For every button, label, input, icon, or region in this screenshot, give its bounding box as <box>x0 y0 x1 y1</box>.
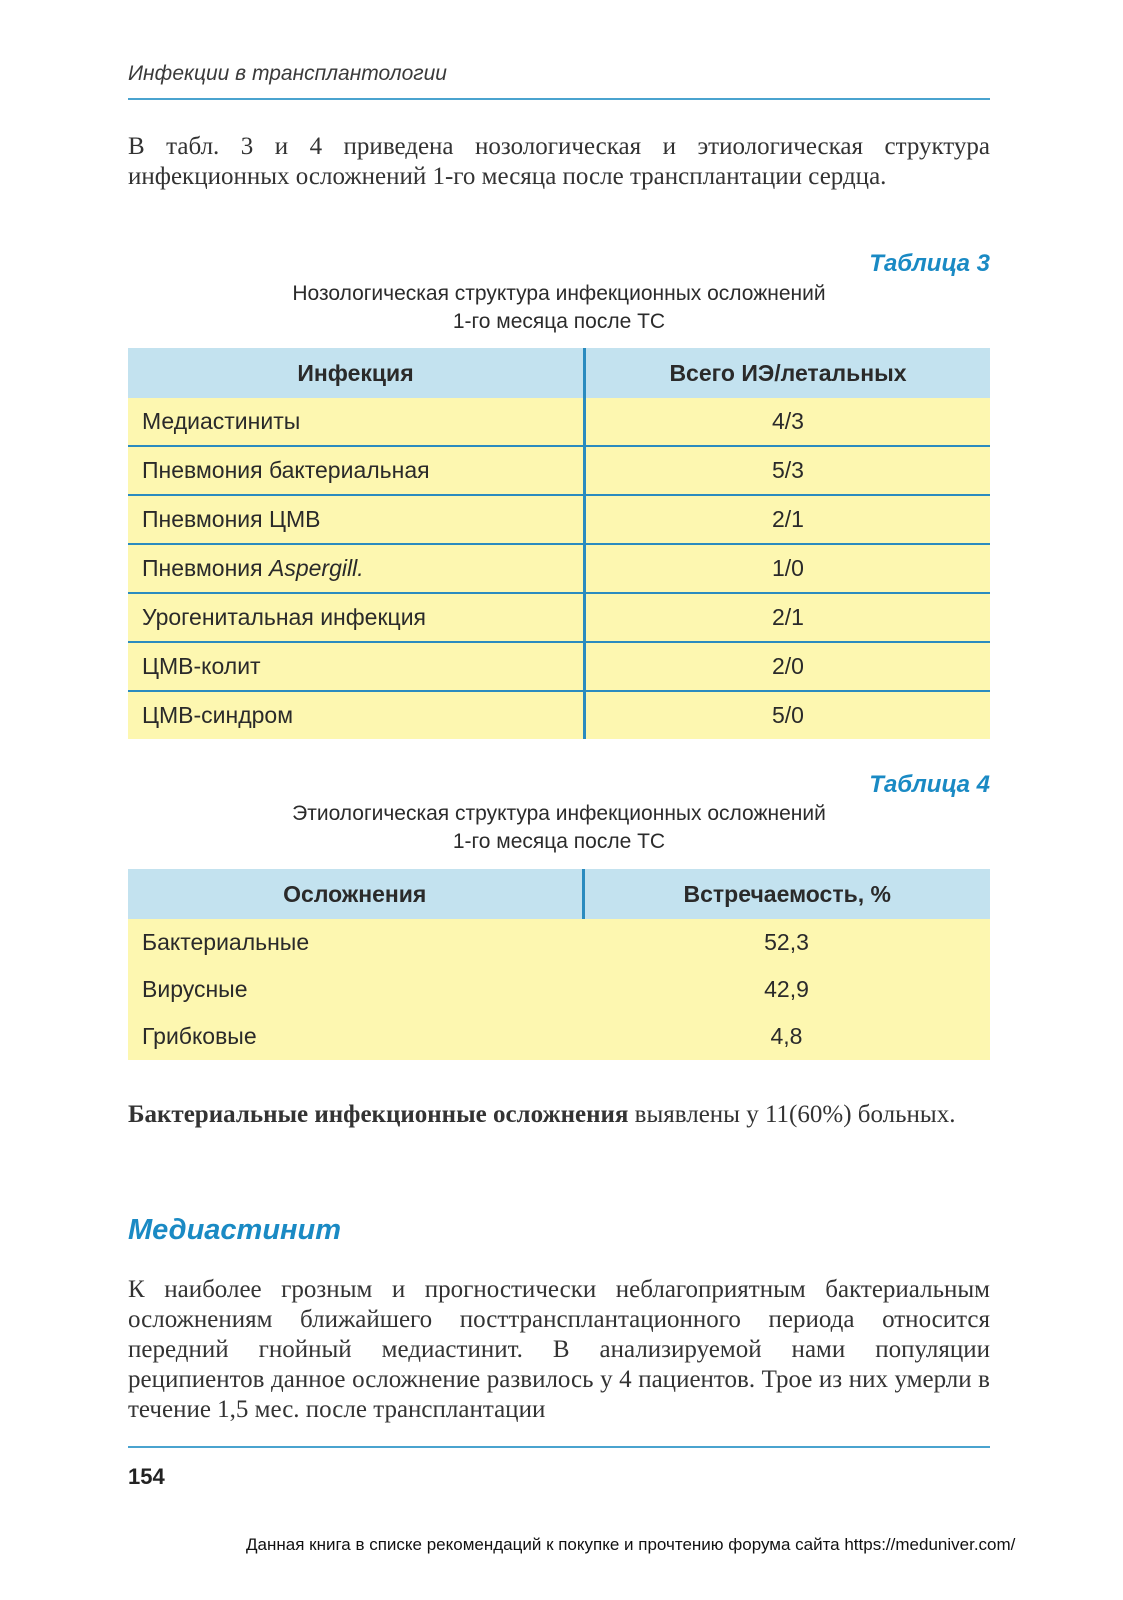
bacterial-paragraph-bold: Бактериальные инфекционные осложнения <box>128 1101 629 1128</box>
row-name-italic: Aspergill. <box>268 555 364 581</box>
row-value: 5/0 <box>585 691 991 739</box>
table-row <box>128 691 990 739</box>
row-name: ЦМВ-синдром <box>128 691 585 739</box>
row-value: 1/0 <box>585 544 991 593</box>
table4-caption <box>128 800 990 856</box>
table3-col-infection: Инфекция <box>128 348 585 398</box>
table3 <box>128 348 990 739</box>
row-value: 42,9 <box>583 966 990 1013</box>
table-row <box>128 544 990 593</box>
row-name: Вирусные <box>128 966 583 1013</box>
table-row <box>128 495 990 544</box>
table-row <box>128 593 990 642</box>
table3-caption-line1: Нозологическая структура инфекционных осложнений <box>292 282 826 305</box>
row-value: 2/1 <box>585 495 991 544</box>
row-name: Урогенитальная инфекция <box>128 593 585 642</box>
table-row <box>128 966 990 1013</box>
section-heading: Медиастинит <box>128 1214 342 1246</box>
row-name: Пневмония бактериальная <box>128 446 585 495</box>
table3-header-row <box>128 348 990 398</box>
row-name-prefix: Пневмония <box>142 555 269 581</box>
table-row <box>128 1013 990 1060</box>
bacterial-paragraph <box>128 1100 990 1130</box>
table4-caption-line2: 1-го месяца после ТС <box>452 830 666 853</box>
row-name: Бактериальные <box>128 919 583 966</box>
table3-label: Таблица 3 <box>869 250 990 277</box>
row-value: 2/0 <box>585 642 991 691</box>
table3-caption-line2: 1-го месяца после ТС <box>452 310 666 333</box>
row-value: 2/1 <box>585 593 991 642</box>
table4-col-frequency: Встречаемость, % <box>583 869 990 919</box>
bacterial-paragraph-rest: выявлены у 11(60%) больных. <box>628 1101 956 1128</box>
table4 <box>128 869 990 1060</box>
footer-note: Данная книга в списке рекомендаций к покупке и прочтению форума сайта https://meduniver.com/ <box>246 1535 1016 1554</box>
row-value: 4,8 <box>583 1013 990 1060</box>
table4-label: Таблица 4 <box>869 771 990 798</box>
table3-col-total: Всего ИЭ/летальных <box>585 348 991 398</box>
row-name: ЦМВ-колит <box>128 642 585 691</box>
row-name: Медиастиниты <box>128 398 585 446</box>
table4-caption-line1: Этиологическая структура инфекционных осложнений <box>292 802 826 825</box>
footer-rule <box>128 1446 990 1448</box>
page-number: 154 <box>128 1464 165 1489</box>
table-row <box>128 919 990 966</box>
table3-caption <box>128 280 990 336</box>
section-paragraph: К наиболее грозным и прогностически неблагоприятным бактериальным осложнениям ближайшего посттрансплантационного периода относится передний гнойный медиастинит. В анализируемой нами популяции реципиентов данное осложнение развилось у 4 пациентов. Трое из них умерли в течение 1,5 мес. после трансплантации <box>128 1276 990 1423</box>
row-value: 52,3 <box>583 919 990 966</box>
table4-col-complications: Осложнения <box>128 869 583 919</box>
table-row <box>128 398 990 446</box>
running-title: Инфекции в трансплантологии <box>128 62 447 85</box>
header-rule <box>128 98 990 100</box>
row-value: 4/3 <box>585 398 991 446</box>
row-name <box>128 544 585 593</box>
row-name: Пневмония ЦМВ <box>128 495 585 544</box>
row-name: Грибковые <box>128 1013 583 1060</box>
table-row <box>128 446 990 495</box>
row-value: 5/3 <box>585 446 991 495</box>
intro-paragraph: В табл. 3 и 4 приведена нозологическая и этиологическая структура инфекционных осложнений 1-го месяца после трансплантации сердца. <box>128 133 990 190</box>
table-row <box>128 642 990 691</box>
table4-header-row <box>128 869 990 919</box>
